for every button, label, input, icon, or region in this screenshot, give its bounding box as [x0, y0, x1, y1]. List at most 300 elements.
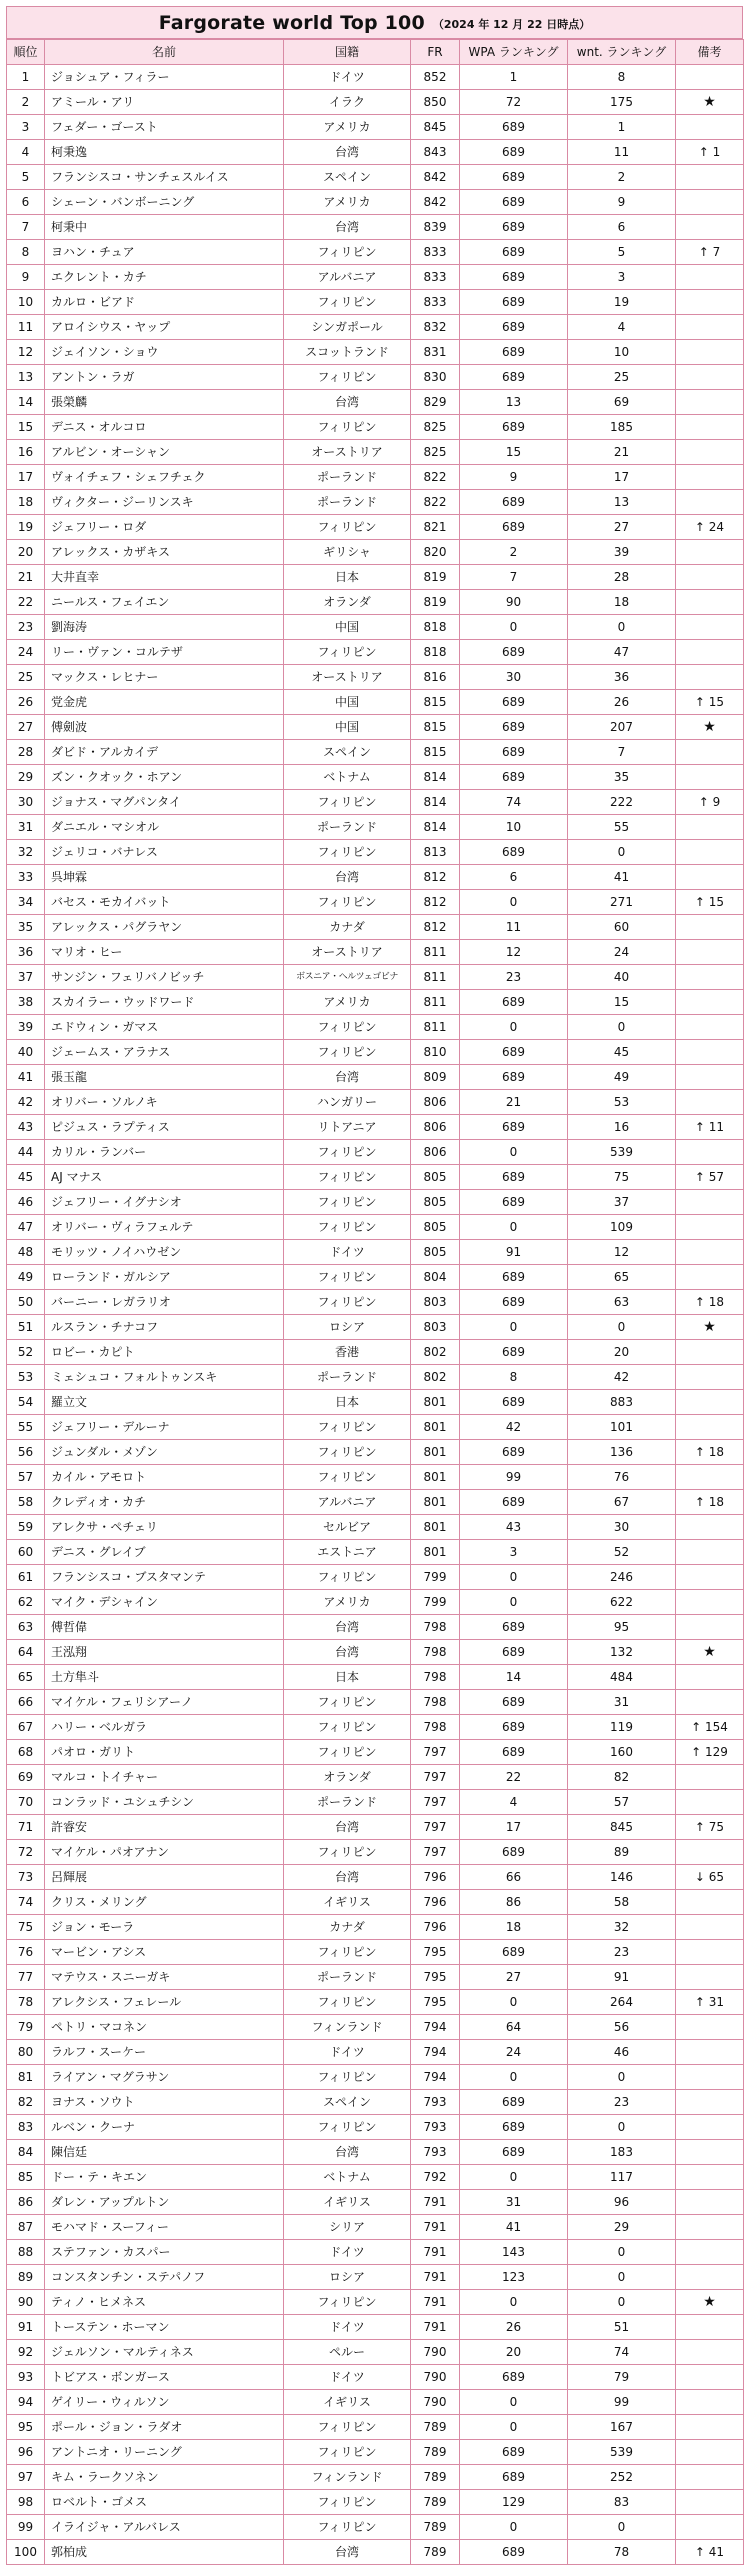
rank-cell: 83: [7, 2115, 45, 2140]
fr-cell: 794: [411, 2040, 460, 2065]
fr-cell: 798: [411, 1690, 460, 1715]
note-cell: [676, 2515, 744, 2540]
wpa-ranking-cell: 129: [460, 2490, 568, 2515]
table-row: [7, 1590, 744, 1615]
wpa-ranking-cell: 74: [460, 790, 568, 815]
table-row: [7, 1465, 744, 1490]
note-cell: [676, 2340, 744, 2365]
country-cell: 中国: [284, 690, 411, 715]
rank-cell: 31: [7, 815, 45, 840]
rank-cell: 5: [7, 165, 45, 190]
wpa-ranking-cell: 8: [460, 1365, 568, 1390]
rank-cell: 53: [7, 1365, 45, 1390]
wpa-ranking-cell: 689: [460, 1190, 568, 1215]
fr-cell: 813: [411, 840, 460, 865]
note-cell: [676, 2490, 744, 2515]
rank-cell: 89: [7, 2265, 45, 2290]
player-name-cell: 柯秉逸: [45, 140, 284, 165]
fr-cell: 805: [411, 1240, 460, 1265]
fr-cell: 805: [411, 1190, 460, 1215]
wnt-ranking-cell: 35: [568, 765, 676, 790]
wpa-ranking-cell: 14: [460, 1665, 568, 1690]
player-name-cell: ピジュス・ラプティス: [45, 1115, 284, 1140]
player-name-cell: キム・ラークソネン: [45, 2465, 284, 2490]
country-cell: 中国: [284, 715, 411, 740]
wpa-ranking-cell: 0: [460, 2515, 568, 2540]
rank-cell: 24: [7, 640, 45, 665]
rank-cell: 98: [7, 2490, 45, 2515]
country-cell: ドイツ: [284, 2040, 411, 2065]
rank-cell: 7: [7, 215, 45, 240]
rank-cell: 33: [7, 865, 45, 890]
wpa-ranking-cell: 20: [460, 2340, 568, 2365]
rank-cell: 25: [7, 665, 45, 690]
wpa-ranking-cell: 22: [460, 1765, 568, 1790]
country-cell: アメリカ: [284, 115, 411, 140]
note-cell: [676, 290, 744, 315]
header-row: [7, 40, 744, 65]
table-row: [7, 615, 744, 640]
fr-cell: 801: [411, 1390, 460, 1415]
wnt-ranking-cell: 69: [568, 390, 676, 415]
wpa-ranking-cell: 99: [460, 1465, 568, 1490]
fr-cell: 843: [411, 140, 460, 165]
wnt-ranking-cell: 28: [568, 565, 676, 590]
player-name-cell: カイル・アモロト: [45, 1465, 284, 1490]
wpa-ranking-cell: 0: [460, 2390, 568, 2415]
wpa-ranking-cell: 0: [460, 1990, 568, 2015]
player-name-cell: ジュンダル・メゾン: [45, 1440, 284, 1465]
rank-cell: 100: [7, 2540, 45, 2565]
table-row: [7, 265, 744, 290]
player-name-cell: 呂輝展: [45, 1865, 284, 1890]
player-name-cell: ヨハン・チュア: [45, 240, 284, 265]
country-cell: アメリカ: [284, 1590, 411, 1615]
fr-cell: 802: [411, 1365, 460, 1390]
note-cell: ↑ 9: [676, 790, 744, 815]
country-cell: エストニア: [284, 1540, 411, 1565]
fr-cell: 819: [411, 590, 460, 615]
player-name-cell: ズン・クオック・ホアン: [45, 765, 284, 790]
table-row: [7, 440, 744, 465]
player-name-cell: ジェフリー・デルーナ: [45, 1415, 284, 1440]
wnt-ranking-cell: 6: [568, 215, 676, 240]
fr-cell: 799: [411, 1590, 460, 1615]
player-name-cell: アルビン・オーシャン: [45, 440, 284, 465]
wnt-ranking-cell: 31: [568, 1690, 676, 1715]
table-row: [7, 2040, 744, 2065]
table-row: [7, 1065, 744, 1090]
country-cell: シリア: [284, 2215, 411, 2240]
fr-cell: 793: [411, 2115, 460, 2140]
fr-cell: 811: [411, 940, 460, 965]
table-row: [7, 2515, 744, 2540]
note-cell: [676, 940, 744, 965]
fr-cell: 798: [411, 1665, 460, 1690]
wpa-ranking-cell: 689: [460, 1690, 568, 1715]
wnt-ranking-cell: 0: [568, 2290, 676, 2315]
table-row: [7, 1190, 744, 1215]
fr-cell: 833: [411, 240, 460, 265]
table-row: [7, 1290, 744, 1315]
player-name-cell: 大井直幸: [45, 565, 284, 590]
fr-cell: 815: [411, 690, 460, 715]
wpa-ranking-cell: 689: [460, 640, 568, 665]
note-cell: [676, 1340, 744, 1365]
rank-cell: 62: [7, 1590, 45, 1615]
country-cell: 台湾: [284, 1865, 411, 1890]
player-name-cell: ダレン・アップルトン: [45, 2190, 284, 2215]
rank-cell: 76: [7, 1940, 45, 1965]
wpa-ranking-cell: 689: [460, 990, 568, 1015]
player-name-cell: ペトリ・マコネン: [45, 2015, 284, 2040]
wpa-ranking-cell: 0: [460, 2415, 568, 2440]
fr-cell: 790: [411, 2365, 460, 2390]
country-cell: フィリピン: [284, 415, 411, 440]
fr-cell: 803: [411, 1315, 460, 1340]
col-header-rank: 順位: [7, 40, 45, 65]
wpa-ranking-cell: 0: [460, 1015, 568, 1040]
fr-cell: 814: [411, 765, 460, 790]
country-cell: フィリピン: [284, 1015, 411, 1040]
wnt-ranking-cell: 83: [568, 2490, 676, 2515]
note-cell: [676, 1140, 744, 1165]
wpa-ranking-cell: 689: [460, 2115, 568, 2140]
wpa-ranking-cell: 689: [460, 1615, 568, 1640]
note-cell: ↑ 18: [676, 1490, 744, 1515]
player-name-cell: ハリー・ベルガラ: [45, 1715, 284, 1740]
note-cell: ↑ 7: [676, 240, 744, 265]
country-cell: ペルー: [284, 2340, 411, 2365]
fr-cell: 811: [411, 990, 460, 1015]
player-name-cell: イライジャ・アルバレス: [45, 2515, 284, 2540]
rank-cell: 57: [7, 1465, 45, 1490]
wnt-ranking-cell: 58: [568, 1890, 676, 1915]
player-name-cell: モリッツ・ノイハウゼン: [45, 1240, 284, 1265]
fr-cell: 825: [411, 440, 460, 465]
wpa-ranking-cell: 26: [460, 2315, 568, 2340]
fr-cell: 810: [411, 1040, 460, 1065]
note-cell: [676, 415, 744, 440]
rank-cell: 47: [7, 1215, 45, 1240]
wnt-ranking-cell: 117: [568, 2165, 676, 2190]
note-cell: ★: [676, 1315, 744, 1340]
fr-cell: 819: [411, 565, 460, 590]
table-row: [7, 2540, 744, 2565]
wnt-ranking-cell: 160: [568, 1740, 676, 1765]
wpa-ranking-cell: 72: [460, 90, 568, 115]
note-cell: [676, 1615, 744, 1640]
fr-cell: 822: [411, 465, 460, 490]
rank-cell: 63: [7, 1615, 45, 1640]
wnt-ranking-cell: 0: [568, 615, 676, 640]
note-cell: ↑ 15: [676, 690, 744, 715]
wpa-ranking-cell: 0: [460, 615, 568, 640]
country-cell: ポーランド: [284, 815, 411, 840]
player-name-cell: フランシスコ・ブスタマンテ: [45, 1565, 284, 1590]
note-cell: ↑ 18: [676, 1440, 744, 1465]
wnt-ranking-cell: 95: [568, 1615, 676, 1640]
player-name-cell: サンジン・フェリバノビッチ: [45, 965, 284, 990]
wpa-ranking-cell: 689: [460, 2465, 568, 2490]
player-name-cell: パオロ・ガリト: [45, 1740, 284, 1765]
player-name-cell: バセス・モカイバット: [45, 890, 284, 915]
player-name-cell: ステファン・カスパー: [45, 2240, 284, 2265]
rank-cell: 87: [7, 2215, 45, 2240]
wpa-ranking-cell: 689: [460, 490, 568, 515]
country-cell: フィリピン: [284, 840, 411, 865]
table-row: [7, 1965, 744, 1990]
note-cell: [676, 440, 744, 465]
player-name-cell: ルスラン・チナコフ: [45, 1315, 284, 1340]
wnt-ranking-cell: 18: [568, 590, 676, 615]
country-cell: 台湾: [284, 1640, 411, 1665]
player-name-cell: アレクシス・フェレール: [45, 1990, 284, 2015]
country-cell: フィリピン: [284, 1715, 411, 1740]
note-cell: ↑ 31: [676, 1990, 744, 2015]
table-row: [7, 590, 744, 615]
country-cell: フィリピン: [284, 2490, 411, 2515]
wpa-ranking-cell: 0: [460, 1215, 568, 1240]
wpa-ranking-cell: 689: [460, 1715, 568, 1740]
fr-cell: 797: [411, 1790, 460, 1815]
player-name-cell: アントン・ラガ: [45, 365, 284, 390]
fr-cell: 789: [411, 2440, 460, 2465]
note-cell: [676, 2440, 744, 2465]
table-row: [7, 1615, 744, 1640]
wnt-ranking-cell: 65: [568, 1265, 676, 1290]
player-name-cell: ジェームス・アラナス: [45, 1040, 284, 1065]
wnt-ranking-cell: 207: [568, 715, 676, 740]
note-cell: [676, 740, 744, 765]
wnt-ranking-cell: 146: [568, 1865, 676, 1890]
rank-cell: 40: [7, 1040, 45, 1065]
note-cell: ★: [676, 2290, 744, 2315]
player-name-cell: ライアン・マグラサン: [45, 2065, 284, 2090]
wnt-ranking-cell: 21: [568, 440, 676, 465]
country-cell: フィリピン: [284, 1265, 411, 1290]
rank-cell: 11: [7, 315, 45, 340]
table-row: [7, 690, 744, 715]
col-header-wnt-ranking: wnt. ランキング: [568, 40, 676, 65]
wnt-ranking-cell: 91: [568, 1965, 676, 1990]
rank-cell: 21: [7, 565, 45, 590]
rank-cell: 42: [7, 1090, 45, 1115]
country-cell: 台湾: [284, 2540, 411, 2565]
table-row: [7, 1015, 744, 1040]
rank-cell: 9: [7, 265, 45, 290]
fr-cell: 798: [411, 1640, 460, 1665]
note-cell: [676, 340, 744, 365]
fr-cell: 818: [411, 615, 460, 640]
wpa-ranking-cell: 689: [460, 140, 568, 165]
fr-cell: 815: [411, 740, 460, 765]
player-name-cell: ダビド・アルカイデ: [45, 740, 284, 765]
wpa-ranking-cell: 689: [460, 2365, 568, 2390]
wpa-ranking-cell: 17: [460, 1815, 568, 1840]
wnt-ranking-cell: 41: [568, 865, 676, 890]
table-row: [7, 2140, 744, 2165]
player-name-cell: マリオ・ヒー: [45, 940, 284, 965]
rank-cell: 27: [7, 715, 45, 740]
rank-cell: 36: [7, 940, 45, 965]
rank-cell: 72: [7, 1840, 45, 1865]
wnt-ranking-cell: 845: [568, 1815, 676, 1840]
fr-cell: 814: [411, 815, 460, 840]
rank-cell: 90: [7, 2290, 45, 2315]
rank-cell: 70: [7, 1790, 45, 1815]
wpa-ranking-cell: 689: [460, 115, 568, 140]
rank-cell: 10: [7, 290, 45, 315]
country-cell: 台湾: [284, 390, 411, 415]
table-row: [7, 1390, 744, 1415]
fr-cell: 811: [411, 1015, 460, 1040]
player-name-cell: 張玉龍: [45, 1065, 284, 1090]
wnt-ranking-cell: 24: [568, 940, 676, 965]
rank-cell: 41: [7, 1065, 45, 1090]
wpa-ranking-cell: 15: [460, 440, 568, 465]
rank-cell: 97: [7, 2465, 45, 2490]
table-row: [7, 1940, 744, 1965]
fr-cell: 789: [411, 2540, 460, 2565]
country-cell: ポーランド: [284, 1365, 411, 1390]
rank-cell: 81: [7, 2065, 45, 2090]
fr-cell: 791: [411, 2290, 460, 2315]
table-row: [7, 1240, 744, 1265]
wpa-ranking-cell: 27: [460, 1965, 568, 1990]
wpa-ranking-cell: 689: [460, 1490, 568, 1515]
rank-cell: 32: [7, 840, 45, 865]
table-row: [7, 115, 744, 140]
fr-cell: 801: [411, 1490, 460, 1515]
player-name-cell: トーステン・ホーマン: [45, 2315, 284, 2340]
country-cell: フィリピン: [284, 1165, 411, 1190]
wpa-ranking-cell: 42: [460, 1415, 568, 1440]
country-cell: リトアニア: [284, 1115, 411, 1140]
wnt-ranking-cell: 96: [568, 2190, 676, 2215]
note-cell: ↑ 24: [676, 515, 744, 540]
country-cell: フィリピン: [284, 1740, 411, 1765]
fr-cell: 818: [411, 640, 460, 665]
note-cell: [676, 1190, 744, 1215]
fr-cell: 792: [411, 2165, 460, 2190]
wnt-ranking-cell: 167: [568, 2415, 676, 2440]
table-row: [7, 1340, 744, 1365]
note-cell: [676, 2115, 744, 2140]
rank-cell: 69: [7, 1765, 45, 1790]
player-name-cell: アレックス・パグラヤン: [45, 915, 284, 940]
wnt-ranking-cell: 23: [568, 2090, 676, 2115]
player-name-cell: ジョナス・マグパンタイ: [45, 790, 284, 815]
rank-cell: 8: [7, 240, 45, 265]
wnt-ranking-cell: 539: [568, 1140, 676, 1165]
table-row: [7, 715, 744, 740]
player-name-cell: クリス・メリング: [45, 1890, 284, 1915]
wpa-ranking-cell: 6: [460, 865, 568, 890]
note-cell: [676, 990, 744, 1015]
table-row: [7, 640, 744, 665]
country-cell: オーストリア: [284, 665, 411, 690]
player-name-cell: ロビー・カピト: [45, 1340, 284, 1365]
rank-cell: 23: [7, 615, 45, 640]
country-cell: ポーランド: [284, 1965, 411, 1990]
note-cell: [676, 1365, 744, 1390]
country-cell: スペイン: [284, 740, 411, 765]
wnt-ranking-cell: 264: [568, 1990, 676, 2015]
fr-cell: 794: [411, 2065, 460, 2090]
table-row: [7, 2115, 744, 2140]
country-cell: フィリピン: [284, 2290, 411, 2315]
table-row: [7, 1540, 744, 1565]
wnt-ranking-cell: 183: [568, 2140, 676, 2165]
player-name-cell: エクレント・カチ: [45, 265, 284, 290]
note-cell: ↑ 129: [676, 1740, 744, 1765]
table-row: [7, 840, 744, 865]
player-name-cell: ローランド・ガルシア: [45, 1265, 284, 1290]
note-cell: [676, 915, 744, 940]
table-row: [7, 1490, 744, 1515]
country-cell: フィリピン: [284, 1140, 411, 1165]
fr-cell: 850: [411, 90, 460, 115]
country-cell: 日本: [284, 1390, 411, 1415]
note-cell: [676, 815, 744, 840]
country-cell: オランダ: [284, 1765, 411, 1790]
wpa-ranking-cell: 18: [460, 1915, 568, 1940]
wnt-ranking-cell: 539: [568, 2440, 676, 2465]
country-cell: スペイン: [284, 2090, 411, 2115]
country-cell: フィリピン: [284, 1440, 411, 1465]
table-row: [7, 2090, 744, 2115]
wnt-ranking-cell: 4: [568, 315, 676, 340]
table-row: [7, 2265, 744, 2290]
wpa-ranking-cell: 689: [460, 1290, 568, 1315]
wnt-ranking-cell: 12: [568, 1240, 676, 1265]
country-cell: フィリピン: [284, 1290, 411, 1315]
wpa-ranking-cell: 689: [460, 690, 568, 715]
country-cell: ベトナム: [284, 2165, 411, 2190]
col-header-name: 名前: [45, 40, 284, 65]
wnt-ranking-cell: 45: [568, 1040, 676, 1065]
country-cell: 台湾: [284, 1615, 411, 1640]
col-header-notes: 備考: [676, 40, 744, 65]
country-cell: ベトナム: [284, 765, 411, 790]
country-cell: ポーランド: [284, 1790, 411, 1815]
country-cell: イギリス: [284, 1890, 411, 1915]
note-cell: [676, 1415, 744, 1440]
wpa-ranking-cell: 13: [460, 390, 568, 415]
rank-cell: 73: [7, 1865, 45, 1890]
player-name-cell: 羅立文: [45, 1390, 284, 1415]
country-cell: フィリピン: [284, 2065, 411, 2090]
wnt-ranking-cell: 101: [568, 1415, 676, 1440]
fr-cell: 839: [411, 215, 460, 240]
table-row: [7, 415, 744, 440]
wnt-ranking-cell: 3: [568, 265, 676, 290]
fr-cell: 801: [411, 1415, 460, 1440]
country-cell: フィリピン: [284, 1840, 411, 1865]
rank-cell: 55: [7, 1415, 45, 1440]
note-cell: [676, 2415, 744, 2440]
fr-cell: 796: [411, 1865, 460, 1890]
wpa-ranking-cell: 689: [460, 2140, 568, 2165]
player-name-cell: ジェフリー・ロダ: [45, 515, 284, 540]
table-row: [7, 1665, 744, 1690]
fr-cell: 811: [411, 965, 460, 990]
note-cell: ↑ 18: [676, 1290, 744, 1315]
wpa-ranking-cell: 689: [460, 165, 568, 190]
table-row: [7, 665, 744, 690]
country-cell: ギリシャ: [284, 540, 411, 565]
